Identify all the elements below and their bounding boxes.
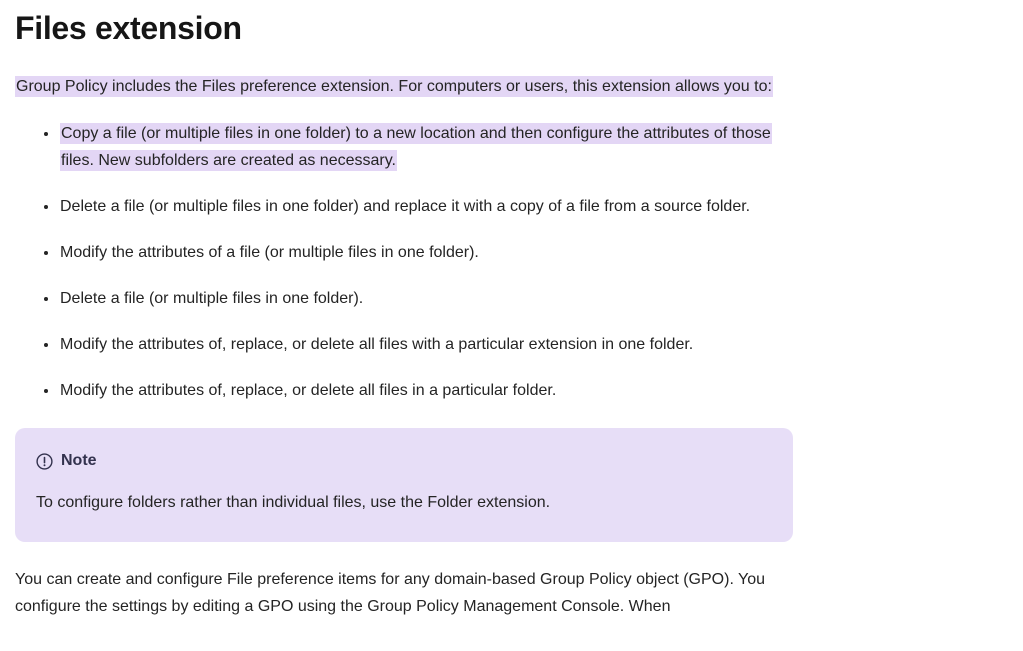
note-title-label: Note [61,452,97,469]
list-item [59,377,793,404]
note-title [36,451,769,471]
exclamation-circle-icon [36,453,53,470]
list-item-text: Modify the attributes of a file (or multiple files in one folder). [60,244,479,261]
capabilities-list [15,120,793,404]
list-item-text: Modify the attributes of, replace, or delete all files in a particular folder. [60,382,557,399]
note-body-text: To configure folders rather than individual files, use the Folder extension. [36,494,551,511]
list-item [59,331,793,358]
note-callout [15,428,793,542]
closing-paragraph: You can create and configure File preference items for any domain-based Group Policy object (GPO). You configure the settings by editing a GPO using the Group Policy Management Console. When [15,571,766,615]
list-item [59,285,793,312]
list-item [59,120,793,174]
list-item [59,193,793,220]
list-item [59,239,793,266]
list-item-text: Delete a file (or multiple files in one folder). [60,290,364,307]
page-title: Files extension [15,10,242,46]
intro-paragraph-text: Group Policy includes the Files preference extension. For computers or users, this extension allows you to: [16,78,772,95]
list-item-text: Delete a file (or multiple files in one folder) and replace it with a copy of a file from a source folder. [60,198,751,215]
list-item-text: Copy a file (or multiple files in one folder) to a new location and then configure the attributes of those files. New subfolders are created as necessary. [61,125,771,169]
intro-paragraph [15,73,777,100]
list-item-text: Modify the attributes of, replace, or delete all files with a particular extension in one folder. [60,336,694,353]
